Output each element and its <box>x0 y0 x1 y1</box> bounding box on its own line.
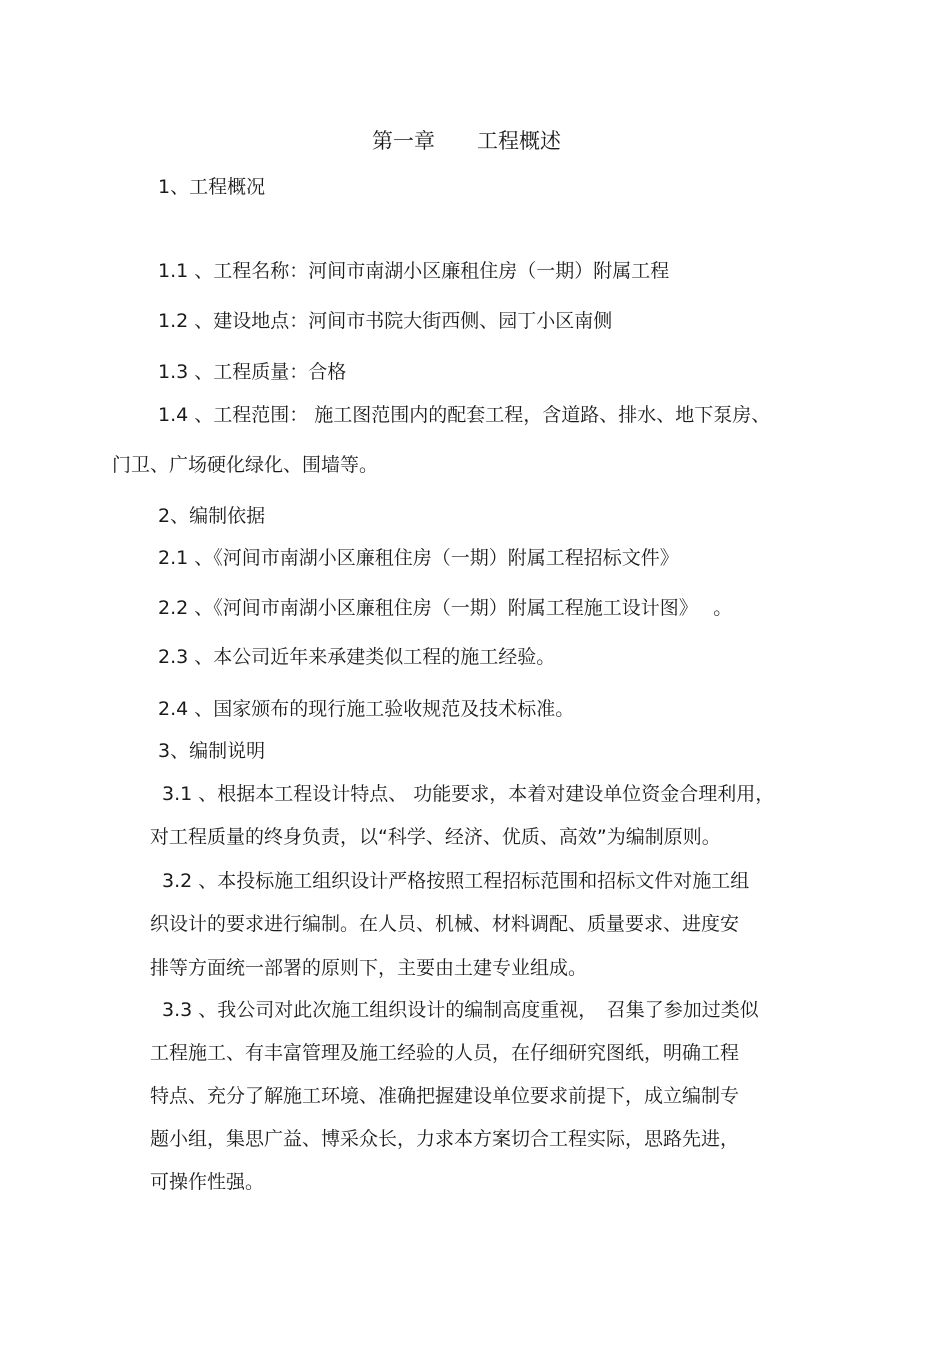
section-heading-2: 2、编制依据 <box>158 505 266 527</box>
item-1-4-line1: 1.4 、工程范围： 施工图范围内的配套工程，含道路、排水、地下泵房、 <box>158 404 771 426</box>
item-3-1-line2: 对工程质量的终身负责，以“科学、经济、优质、高效”为编制原则。 <box>150 826 721 848</box>
item-1-3: 1.3 、工程质量：合格 <box>158 361 347 383</box>
item-3-1-line1: 3.1 、根据本工程设计特点、 功能要求，本着对建设单位资金合理利用， <box>162 783 775 805</box>
item-3-2-line1: 3.2 、本投标施工组织设计严格按照工程招标范围和招标文件对施工组 <box>162 870 750 892</box>
item-1-2: 1.2 、建设地点：河间市书院大街西侧、园丁小区南侧 <box>158 310 613 332</box>
item-3-3-line2: 工程施工、有丰富管理及施工经验的人员，在仔细研究图纸，明确工程 <box>150 1042 740 1064</box>
item-1-4-line2: 门卫、广场硬化绿化、围墙等。 <box>112 454 379 476</box>
item-2-3: 2.3 、本公司近年来承建类似工程的施工经验。 <box>158 646 556 668</box>
section-heading-1: 1、工程概况 <box>158 176 266 198</box>
item-3-3-line4: 题小组，集思广益、博采众长，力求本方案切合工程实际，思路先进， <box>150 1128 740 1150</box>
item-3-2-line2: 织设计的要求进行编制。在人员、机械、材料调配、质量要求、进度安 <box>150 913 740 935</box>
chapter-title: 第一章 工程概述 <box>372 129 561 153</box>
item-3-3-line3: 特点、充分了解施工环境、准确把握建设单位要求前提下，成立编制专 <box>150 1085 740 1107</box>
item-3-3-line1: 3.3 、我公司对此次施工组织设计的编制高度重视， 召集了参加过类似 <box>162 999 759 1021</box>
item-1-1: 1.1 、工程名称：河间市南湖小区廉租住房（一期）附属工程 <box>158 260 670 282</box>
section-heading-3: 3、编制说明 <box>158 740 266 762</box>
item-2-1: 2.1 、《河间市南湖小区廉租住房（一期）附属工程招标文件》 <box>158 547 679 569</box>
item-3-2-line3: 排等方面统一部署的原则下，主要由土建专业组成。 <box>150 957 588 979</box>
item-3-3-line5: 可操作性强。 <box>150 1171 265 1193</box>
item-2-4: 2.4 、国家颁布的现行施工验收规范及技术标准。 <box>158 698 575 720</box>
item-2-2: 2.2 、《河间市南湖小区廉租住房（一期）附属工程施工设计图》 。 <box>158 597 733 619</box>
